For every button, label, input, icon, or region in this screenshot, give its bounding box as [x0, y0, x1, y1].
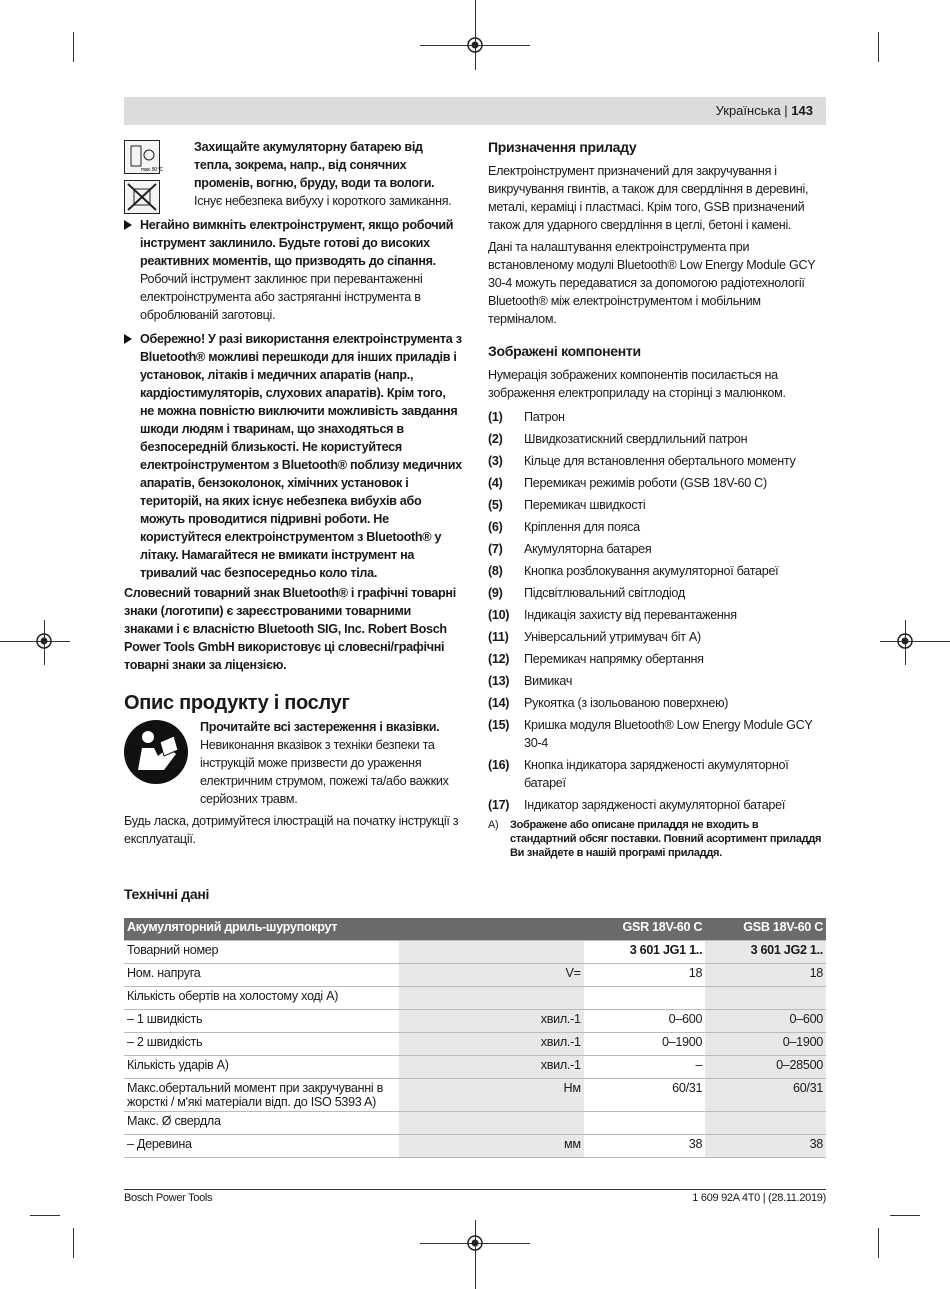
table-cell: – Деревина	[124, 1135, 399, 1158]
table-cell: 0–600	[705, 1010, 826, 1033]
table-cell: 0–28500	[705, 1056, 826, 1079]
components-title: Зображені компоненти	[488, 343, 641, 359]
component-number: (3)	[488, 454, 503, 468]
battery-warning-bold: Захищайте акумуляторну батарею від тепла, зокрема, напр., від сонячних променів, вогню, бруду, води та вологи.	[194, 140, 435, 190]
table-cell: хвил.-1	[399, 1010, 584, 1033]
crop-mark	[30, 1215, 60, 1216]
registration-mark-icon	[35, 632, 53, 650]
components-footnote	[488, 818, 826, 860]
components-list	[488, 408, 826, 814]
component-number: (1)	[488, 410, 503, 424]
no-water-icon	[124, 180, 160, 214]
purpose-title: Призначення приладу	[488, 139, 637, 155]
table-header-cell	[399, 918, 584, 941]
component-label: Підсвітлювальний світлодіод	[524, 586, 685, 600]
component-label: Кришка модуля Bluetooth® Low Energy Module GCY 30-4	[524, 718, 813, 750]
crop-mark	[475, 1220, 476, 1289]
table-row	[124, 987, 826, 1010]
table-row	[124, 1010, 826, 1033]
footer-publisher: Bosch Power Tools	[124, 1192, 213, 1204]
component-number: (8)	[488, 564, 503, 578]
table-cell: 18	[705, 964, 826, 987]
left-column	[124, 138, 462, 848]
component-number: (14)	[488, 696, 510, 710]
table-cell: Макс.обертальний момент при закручуванні в жорсткі / м'які матеріали відп. до ISO 5393 A)	[124, 1079, 399, 1112]
table-cell: Кількість обертів на холостому ході A)	[124, 987, 399, 1010]
header-language: Українська	[715, 103, 781, 118]
component-number: (13)	[488, 674, 510, 688]
footer-doc-id: 1 609 92A 4T0 | (28.11.2019)	[692, 1192, 826, 1204]
list-item	[488, 716, 826, 752]
crop-mark	[73, 32, 74, 62]
trademark-notice: Словесний товарний знак Bluetooth® і графічні товарні знаки (логотипи) є зареєстрованими товарними знаками і є власністю Bluetooth SIG, Inc. Robert Bosch Power Tools GmbH використовує ці словесні/графічні товарні знаки за ліцензією.	[124, 586, 456, 672]
list-item	[488, 672, 826, 690]
table-cell	[584, 1112, 705, 1135]
bullet-arrow-icon	[124, 220, 132, 230]
table-cell: – 2 швидкість	[124, 1033, 399, 1056]
component-number: (2)	[488, 432, 503, 446]
table-cell: 0–1900	[584, 1033, 705, 1056]
list-item	[488, 650, 826, 668]
table-header-cell: GSB 18V-60 C	[705, 918, 826, 941]
table-cell	[399, 1112, 584, 1135]
component-label: Універсальний утримувач біт A)	[524, 630, 701, 644]
crop-mark	[475, 0, 476, 70]
component-label: Індикатор зарядженості акумуляторної батареї	[524, 798, 786, 812]
component-number: (4)	[488, 476, 503, 490]
read-instructions-bold: Прочитайте всі застереження і вказівки.	[200, 720, 440, 734]
component-number: (9)	[488, 586, 503, 600]
list-item	[488, 540, 826, 558]
table-cell	[584, 987, 705, 1010]
table-row	[124, 1033, 826, 1056]
component-number: (12)	[488, 652, 510, 666]
component-label: Індикація захисту від перевантаження	[524, 608, 737, 622]
footnote-mark: A)	[488, 819, 499, 831]
purpose-paragraph-2: Дані та налаштування електроінструмента при встановленому модулі Bluetooth® Low Energy Module GCY 30-4 можуть передаватися за допомогою радіотехнології Bluetooth® між електроінструментом і мобільним терміналом.	[488, 240, 816, 326]
table-cell: – 1 швидкість	[124, 1010, 399, 1033]
battery-warning-text: Існує небезпека вибуху і короткого замикання.	[194, 194, 452, 208]
list-item	[488, 474, 826, 492]
table-header-cell: Акумуляторний дриль-шурупокрут	[124, 918, 399, 941]
jam-warning-bold: Негайно вимкніть електроінструмент, якщо робочий інструмент заклинило. Будьте готові до високих реактивних моментів, що призводять до сіпання.	[140, 218, 454, 268]
table-cell: 38	[705, 1135, 826, 1158]
jam-warning-text: Робочий інструмент заклинює при перевантаженні електроінструмента або застряганні інструмента в оброблюваній заготовці.	[140, 272, 423, 322]
table-cell: –	[584, 1056, 705, 1079]
table-cell: Кількість ударів A)	[124, 1056, 399, 1079]
table-cell	[705, 1112, 826, 1135]
component-label: Вимикач	[524, 674, 573, 688]
table-row	[124, 1112, 826, 1135]
list-item	[488, 518, 826, 536]
list-item	[488, 496, 826, 514]
list-item	[488, 628, 826, 646]
read-instructions	[124, 718, 462, 808]
table-cell: 0–600	[584, 1010, 705, 1033]
table-cell: 3 601 JG2 1..	[705, 941, 826, 964]
list-item	[488, 796, 826, 814]
footnote-text: Зображене або описане приладдя не входить в стандартний обсяг поставки. Повний асортимент приладдя Ви знайдете в нашій програмі приладдя.	[510, 819, 822, 859]
table-cell: Ном. напруга	[124, 964, 399, 987]
illustrations-note: Будь ласка, дотримуйтеся ілюстрацій на початку інструкції з експлуатації.	[124, 814, 459, 846]
temperature-icon	[124, 140, 163, 174]
table-cell	[705, 987, 826, 1010]
table-cell: хвил.-1	[399, 1033, 584, 1056]
components-intro: Нумерація зображених компонентів посилається на зображення електроприладу на сторінці з малюнком.	[488, 368, 786, 400]
component-number: (10)	[488, 608, 510, 622]
crop-mark	[73, 1228, 74, 1258]
table-cell: мм	[399, 1135, 584, 1158]
component-label: Перемикач режимів роботи (GSB 18V-60 C)	[524, 476, 767, 490]
crop-mark	[878, 1228, 879, 1258]
component-label: Перемикач напрямку обертання	[524, 652, 704, 666]
page-header: Українська | 143	[715, 103, 813, 118]
component-label: Кнопка індикатора зарядженості акумуляторної батареї	[524, 758, 789, 790]
bullet-arrow-icon	[124, 334, 132, 344]
component-number: (15)	[488, 718, 510, 732]
table-row	[124, 1079, 826, 1112]
list-item	[488, 562, 826, 580]
table-cell	[399, 987, 584, 1010]
table-cell: Товарний номер	[124, 941, 399, 964]
list-item	[488, 408, 826, 426]
table-cell: 60/31	[584, 1079, 705, 1112]
section-title: Опис продукту і послуг	[124, 692, 350, 714]
crop-mark	[878, 32, 879, 62]
component-number: (11)	[488, 630, 509, 644]
right-column	[488, 138, 826, 860]
component-label: Кільце для встановлення обертального моменту	[524, 454, 796, 468]
component-number: (17)	[488, 798, 510, 812]
bluetooth-warning-bold: Обережно! У разі використання електроінструмента з Bluetooth® можливі перешкоди для інших приладів і установок, літаків і медичних апаратів (напр., кардіостимуляторів, слухових апаратів). Крім того, не можна повністю виключити можливість завдання шкоди людям і тваринам, що знаходяться в безпосередній близькості. Не користуйтеся електроінструментом з Bluetooth® поблизу медичних апаратів, бензоколонок, хімічних установок і територій, на яких існує небезпека вибухів або можуть проводитися підривні роботи. Не користуйтеся електроінструментом з Bluetooth® у літаку. Намагайтеся не вмикати інструмент на тривалий час безпосередньо коло тіла.	[140, 332, 462, 580]
registration-mark-icon	[466, 1234, 484, 1252]
purpose-paragraph-1: Електроінструмент призначений для закручування і викручування гвинтів, а також для свердління в деревині, металі, кераміці і пластмасі. Крім того, GSB призначений також для ударного свердління в цеглі, бетоні і камені.	[488, 164, 809, 232]
table-cell: Макс. Ø свердла	[124, 1112, 399, 1135]
component-label: Рукоятка (з ізольованою поверхнею)	[524, 696, 729, 710]
list-item	[488, 452, 826, 470]
footer-rule	[124, 1189, 826, 1190]
tech-data-title: Технічні дані	[124, 886, 210, 902]
table-cell: 18	[584, 964, 705, 987]
registration-mark-icon	[896, 632, 914, 650]
table-cell: Нм	[399, 1079, 584, 1112]
list-item	[488, 430, 826, 448]
crop-mark	[880, 641, 950, 642]
table-cell: хвил.-1	[399, 1056, 584, 1079]
list-item	[488, 694, 826, 712]
tech-data-table	[124, 918, 826, 1158]
crop-mark	[890, 1215, 920, 1216]
table-cell: 0–1900	[705, 1033, 826, 1056]
table-header-cell: GSR 18V-60 C	[584, 918, 705, 941]
component-number: (7)	[488, 542, 503, 556]
table-row	[124, 964, 826, 987]
page-number: 143	[791, 103, 813, 118]
warning-icons	[124, 140, 164, 220]
table-row	[124, 1135, 826, 1158]
list-item	[488, 606, 826, 624]
table-row	[124, 941, 826, 964]
read-instructions-text: Невиконання вказівок з техніки безпеки та інструкцій може призвести до ураження електричним струмом, пожежі та/або важких серйозних травм.	[200, 738, 449, 806]
component-label: Патрон	[524, 410, 565, 424]
list-item	[488, 756, 826, 792]
table-cell: 38	[584, 1135, 705, 1158]
component-label: Акумуляторна батарея	[524, 542, 652, 556]
battery-warning	[124, 138, 462, 210]
component-number: (5)	[488, 498, 503, 512]
table-cell	[399, 941, 584, 964]
list-item	[488, 584, 826, 602]
registration-mark-icon	[466, 36, 484, 54]
component-label: Кнопка розблокування акумуляторної батареї	[524, 564, 779, 578]
table-cell: 60/31	[705, 1079, 826, 1112]
component-number: (16)	[488, 758, 510, 772]
jam-warning	[124, 216, 462, 324]
component-label: Швидкозатискний свердлильний патрон	[524, 432, 748, 446]
table-cell: V=	[399, 964, 584, 987]
component-number: (6)	[488, 520, 503, 534]
read-manual-icon	[124, 720, 188, 784]
component-label: Перемикач швидкості	[524, 498, 646, 512]
temperature-label: max. 50 °C	[141, 167, 163, 173]
table-cell: 3 601 JG1 1..	[584, 941, 705, 964]
component-label: Кріплення для пояса	[524, 520, 640, 534]
table-row	[124, 1056, 826, 1079]
bluetooth-warning	[124, 330, 462, 582]
table-header-row	[124, 918, 826, 941]
